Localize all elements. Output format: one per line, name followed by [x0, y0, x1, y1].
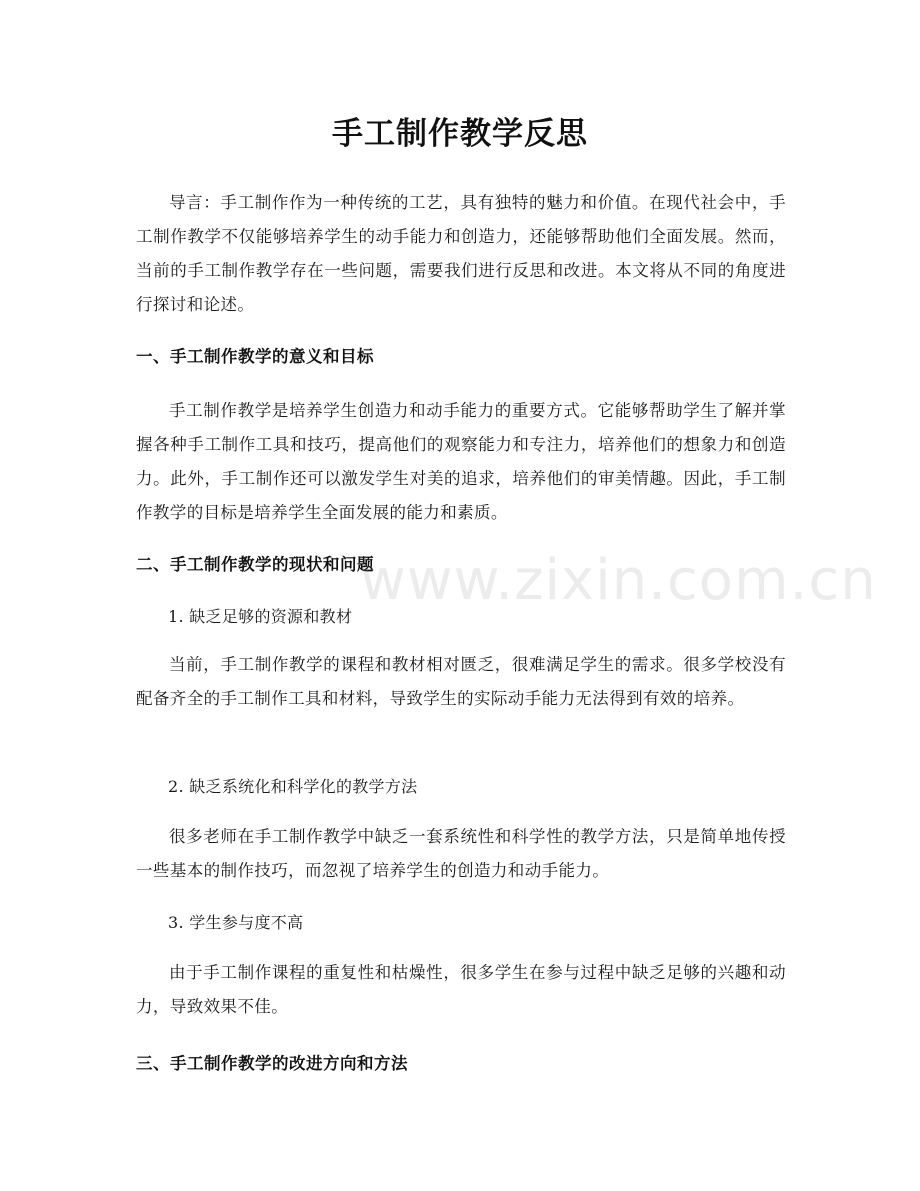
subsection-title-1: 1. 缺乏足够的资源和教材 — [168, 607, 353, 626]
subsection-title-2: 2. 缺乏系统化和科学化的教学方法 — [168, 777, 418, 796]
section-heading-2: 二、手工制作教学的现状和问题 — [136, 555, 374, 574]
subsection-2-paragraph: 很多老师在手工制作教学中缺乏一套系统性和科学性的教学方法，只是简单地传授一些基本的制作技巧，而忽视了培养学生的创造力和动手能力。 — [136, 827, 786, 880]
section-1-paragraph: 手工制作教学是培养学生创造力和动手能力的重要方式。它能够帮助学生了解并掌握各种手工制作工具和技巧，提高他们的观察能力和专注力，培养他们的想象力和创造力。此外，手工制作还可以激发学生对美的追求，培养他们的审美情趣。因此，手工制作教学的目标是培养学生全面发展的能力和素质。 — [136, 401, 786, 522]
subsection-title-3: 3. 学生参与度不高 — [168, 913, 304, 932]
subsection-1-paragraph: 当前，手工制作教学的课程和教材相对匮乏，很难满足学生的需求。很多学校没有配备齐全的手工制作工具和材料，导致学生的实际动手能力无法得到有效的培养。 — [136, 655, 786, 708]
document-title: 手工制作教学反思 — [332, 116, 588, 152]
watermark-text: www.zixin.com.cn — [360, 548, 877, 613]
section-heading-1: 一、手工制作教学的意义和目标 — [136, 347, 374, 366]
subsection-3-paragraph: 由于手工制作课程的重复性和枯燥性，很多学生在参与过程中缺乏足够的兴趣和动力，导致效果不佳。 — [136, 963, 786, 1016]
intro-paragraph: 导言：手工制作作为一种传统的工艺，具有独特的魅力和价值。在现代社会中，手工制作教学不仅能够培养学生的动手能力和创造力，还能够帮助他们全面发展。然而，当前的手工制作教学存在一些问题，需要我们进行反思和改进。本文将从不同的角度进行探讨和论述。 — [136, 193, 786, 314]
section-heading-3: 三、手工制作教学的改进方向和方法 — [136, 1054, 408, 1073]
